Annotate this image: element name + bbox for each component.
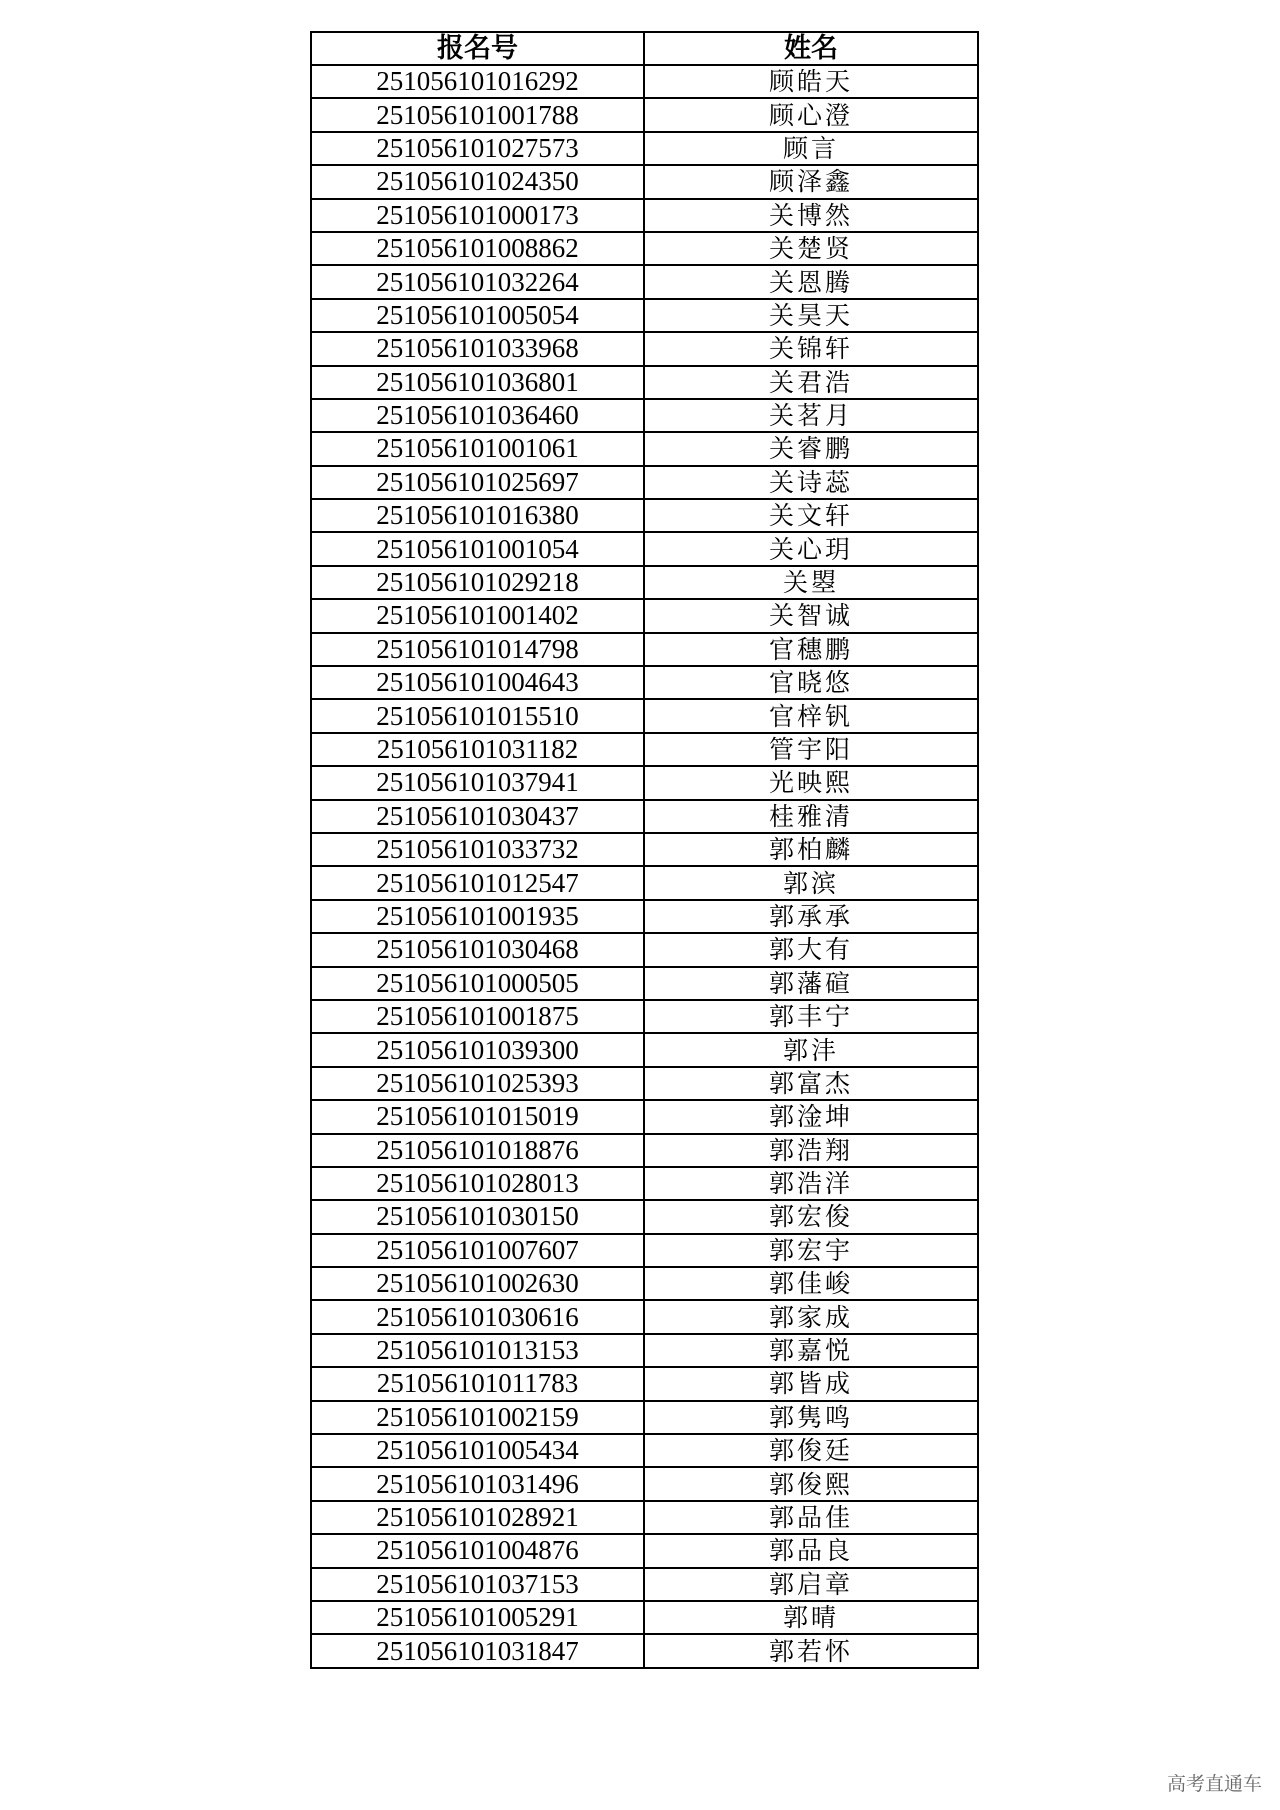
- table-row: [311, 1601, 978, 1634]
- registration-number-cell: 251056101024350: [311, 165, 644, 198]
- name-cell: 关茗月: [644, 399, 978, 432]
- registration-number-cell: 251056101001402: [311, 599, 644, 632]
- registration-number-cell: 251056101030150: [311, 1200, 644, 1233]
- table-row: [311, 599, 978, 632]
- table-row: [311, 332, 978, 365]
- registration-number-cell: 251056101025697: [311, 466, 644, 499]
- name-cell: 关恩腾: [644, 265, 978, 298]
- name-cell: 顾皓天: [644, 65, 978, 98]
- name-cell: 关心玥: [644, 532, 978, 565]
- table-row: [311, 1467, 978, 1500]
- name-cell: 关诗蕊: [644, 466, 978, 499]
- name-cell: 郭启章: [644, 1568, 978, 1601]
- table-row: [311, 165, 978, 198]
- registration-number-cell: 251056101033732: [311, 833, 644, 866]
- table-body: [311, 65, 978, 1668]
- name-cell: 郭隽鸣: [644, 1401, 978, 1434]
- table-row: [311, 1401, 978, 1434]
- table-row: [311, 1300, 978, 1333]
- name-cell: 郭丰宁: [644, 1000, 978, 1033]
- name-cell: 郭浩翔: [644, 1134, 978, 1167]
- table-row: [311, 1000, 978, 1033]
- table-row: [311, 65, 978, 98]
- name-cell: 郭嘉悦: [644, 1334, 978, 1367]
- table-row: [311, 1033, 978, 1066]
- registration-number-cell: 251056101005291: [311, 1601, 644, 1634]
- name-cell: 郭富杰: [644, 1067, 978, 1100]
- name-cell: 郭宏俊: [644, 1200, 978, 1233]
- registration-number-cell: 251056101011783: [311, 1367, 644, 1400]
- table-row: [311, 766, 978, 799]
- table-row: [311, 1568, 978, 1601]
- table-row: [311, 499, 978, 532]
- name-cell: 郭柏麟: [644, 833, 978, 866]
- table-row: [311, 1167, 978, 1200]
- registration-number-cell: 251056101015019: [311, 1100, 644, 1133]
- name-cell: 官晓悠: [644, 666, 978, 699]
- table-row: [311, 299, 978, 332]
- name-cell: 关昊天: [644, 299, 978, 332]
- table-row: [311, 1634, 978, 1667]
- column-header-name: 姓名: [644, 32, 978, 65]
- table-row: [311, 1501, 978, 1534]
- registration-number-cell: 251056101012547: [311, 866, 644, 899]
- header-row: [311, 32, 978, 65]
- table-row: [311, 933, 978, 966]
- registration-number-cell: 251056101002630: [311, 1267, 644, 1300]
- registration-number-cell: 251056101031182: [311, 733, 644, 766]
- registration-number-cell: 251056101001054: [311, 532, 644, 565]
- name-cell: 关智诚: [644, 599, 978, 632]
- registration-number-cell: 251056101030468: [311, 933, 644, 966]
- registration-number-cell: 251056101039300: [311, 1033, 644, 1066]
- registration-number-cell: 251056101031496: [311, 1467, 644, 1500]
- table-row: [311, 866, 978, 899]
- name-cell: 关锦轩: [644, 332, 978, 365]
- name-cell: 郭大有: [644, 933, 978, 966]
- table-row: [311, 98, 978, 131]
- table-row: [311, 1534, 978, 1567]
- registration-number-cell: 251056101015510: [311, 699, 644, 732]
- registration-number-cell: 251056101008862: [311, 232, 644, 265]
- registration-number-cell: 251056101013153: [311, 1334, 644, 1367]
- registration-number-cell: 251056101030437: [311, 800, 644, 833]
- registration-number-cell: 251056101032264: [311, 265, 644, 298]
- table-row: [311, 1200, 978, 1233]
- name-cell: 郭滨: [644, 866, 978, 899]
- name-cell: 郭沣: [644, 1033, 978, 1066]
- table-row: [311, 132, 978, 165]
- registration-number-cell: 251056101001061: [311, 432, 644, 465]
- name-cell: 郭藩碹: [644, 967, 978, 1000]
- registration-number-cell: 251056101016380: [311, 499, 644, 532]
- name-cell: 关曌: [644, 566, 978, 599]
- registration-number-cell: 251056101036801: [311, 366, 644, 399]
- table-row: [311, 1334, 978, 1367]
- table-row: [311, 633, 978, 666]
- table-row: [311, 833, 978, 866]
- column-header-registration-number: 报名号: [311, 32, 644, 65]
- registration-number-cell: 251056101001935: [311, 900, 644, 933]
- table-row: [311, 399, 978, 432]
- name-cell: 郭品佳: [644, 1501, 978, 1534]
- registration-number-cell: 251056101033968: [311, 332, 644, 365]
- table-row: [311, 1367, 978, 1400]
- name-cell: 郭若怀: [644, 1634, 978, 1667]
- name-cell: 关睿鹏: [644, 432, 978, 465]
- registration-number-cell: 251056101018876: [311, 1134, 644, 1167]
- name-cell: 郭皆成: [644, 1367, 978, 1400]
- registration-number-cell: 251056101030616: [311, 1300, 644, 1333]
- name-cell: 关楚贤: [644, 232, 978, 265]
- name-cell: 关博然: [644, 199, 978, 232]
- name-cell: 郭品良: [644, 1534, 978, 1567]
- name-cell: 郭晴: [644, 1601, 978, 1634]
- table-row: [311, 733, 978, 766]
- registration-number-cell: 251056101001875: [311, 1000, 644, 1033]
- name-cell: 顾泽鑫: [644, 165, 978, 198]
- registration-table: [310, 31, 979, 1669]
- table-row: [311, 366, 978, 399]
- table-row: [311, 232, 978, 265]
- table-row: [311, 1267, 978, 1300]
- name-cell: 官穗鹏: [644, 633, 978, 666]
- table-row: [311, 967, 978, 1000]
- registration-number-cell: 251056101004643: [311, 666, 644, 699]
- table-row: [311, 900, 978, 933]
- table-row: [311, 466, 978, 499]
- registration-number-cell: 251056101029218: [311, 566, 644, 599]
- table-row: [311, 532, 978, 565]
- name-cell: 光映熙: [644, 766, 978, 799]
- name-cell: 郭家成: [644, 1300, 978, 1333]
- name-cell: 郭宏宇: [644, 1234, 978, 1267]
- table-row: [311, 1067, 978, 1100]
- table-row: [311, 1134, 978, 1167]
- name-cell: 郭承承: [644, 900, 978, 933]
- name-cell: 顾心澄: [644, 98, 978, 131]
- name-cell: 顾言: [644, 132, 978, 165]
- table-row: [311, 800, 978, 833]
- registration-number-cell: 251056101037941: [311, 766, 644, 799]
- name-cell: 官梓钒: [644, 699, 978, 732]
- table-row: [311, 699, 978, 732]
- registration-number-cell: 251056101000505: [311, 967, 644, 1000]
- registration-number-cell: 251056101016292: [311, 65, 644, 98]
- name-cell: 管宇阳: [644, 733, 978, 766]
- table-row: [311, 1434, 978, 1467]
- name-cell: 桂雅清: [644, 800, 978, 833]
- registration-number-cell: 251056101028921: [311, 1501, 644, 1534]
- registration-number-cell: 251056101031847: [311, 1634, 644, 1667]
- registration-number-cell: 251056101014798: [311, 633, 644, 666]
- registration-number-cell: 251056101005434: [311, 1434, 644, 1467]
- table-row: [311, 265, 978, 298]
- name-cell: 关君浩: [644, 366, 978, 399]
- registration-number-cell: 251056101000173: [311, 199, 644, 232]
- name-cell: 郭俊熙: [644, 1467, 978, 1500]
- registration-number-cell: 251056101007607: [311, 1234, 644, 1267]
- registration-number-cell: 251056101037153: [311, 1568, 644, 1601]
- registration-number-cell: 251056101036460: [311, 399, 644, 432]
- registration-number-cell: 251056101005054: [311, 299, 644, 332]
- name-cell: 郭浩洋: [644, 1167, 978, 1200]
- table-row: [311, 432, 978, 465]
- table-row: [311, 1100, 978, 1133]
- registration-number-cell: 251056101028013: [311, 1167, 644, 1200]
- name-cell: 郭俊廷: [644, 1434, 978, 1467]
- table-row: [311, 566, 978, 599]
- name-cell: 郭佳峻: [644, 1267, 978, 1300]
- name-cell: 郭淦坤: [644, 1100, 978, 1133]
- name-cell: 关文轩: [644, 499, 978, 532]
- registration-number-cell: 251056101027573: [311, 132, 644, 165]
- registration-number-cell: 251056101001788: [311, 98, 644, 131]
- table-row: [311, 666, 978, 699]
- registration-number-cell: 251056101002159: [311, 1401, 644, 1434]
- registration-number-cell: 251056101025393: [311, 1067, 644, 1100]
- watermark-text: 高考直通车: [1166, 1773, 1262, 1795]
- registration-number-cell: 251056101004876: [311, 1534, 644, 1567]
- table-row: [311, 1234, 978, 1267]
- table-row: [311, 199, 978, 232]
